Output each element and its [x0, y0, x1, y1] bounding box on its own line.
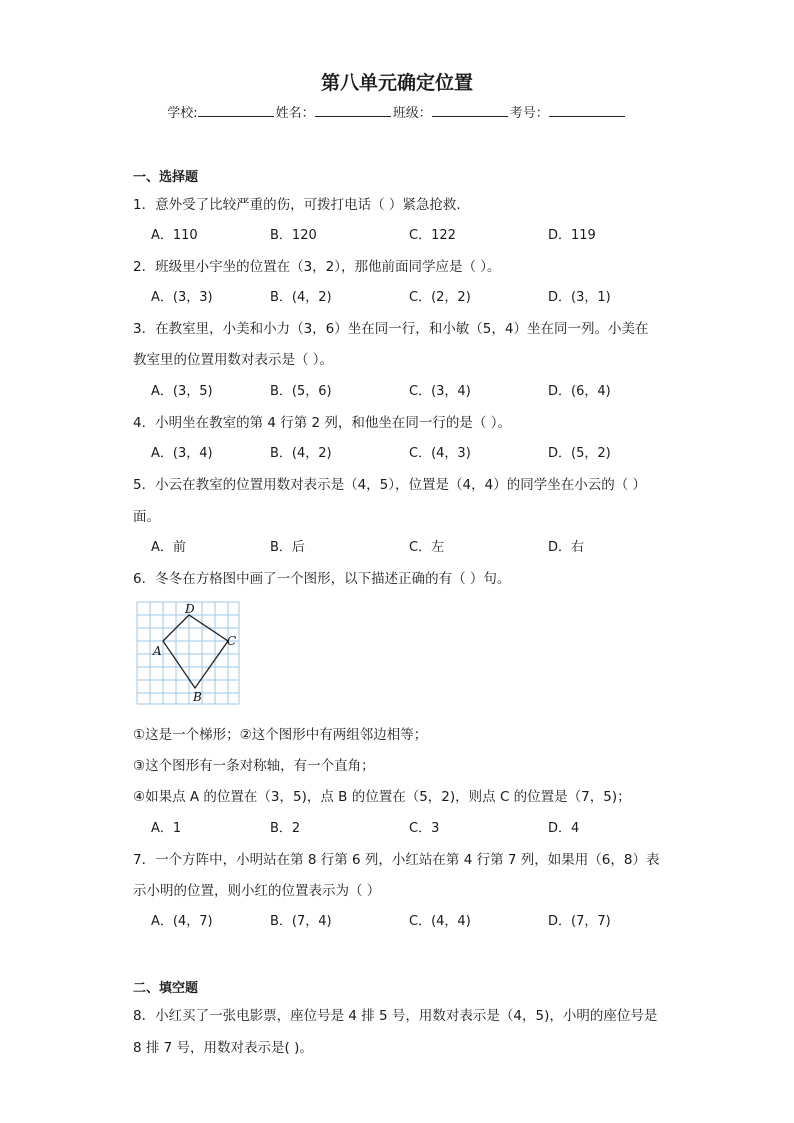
question-7-text-line1: 7．一个方阵中，小明站在第 8 行第 6 列，小红站在第 4 行第 7 列，如果用（6，8）表 [133, 852, 660, 868]
class-blank[interactable] [432, 104, 508, 117]
question-6-text: 6．冬冬在方格图中画了一个图形，以下描述正确的有（ ）句。 [133, 571, 511, 587]
option-b[interactable]: B．120 [270, 228, 317, 243]
question-2-text: 2．班级里小宇坐的位置在（3，2），那他前面同学应是（ ）。 [133, 259, 501, 275]
grid-figure [135, 600, 245, 710]
question-5-text-line2: 面。 [133, 509, 160, 525]
question-7-text-line2: 示小明的位置，则小红的位置表示为（ ） [133, 883, 381, 899]
vertex-label-a: A [153, 644, 162, 658]
number-blank[interactable] [549, 104, 625, 117]
option-a[interactable]: A．1 [151, 821, 182, 836]
option-c[interactable]: C．(4，3) [409, 446, 471, 461]
question-6-statement-3: ④如果点 A 的位置在（3，5)，点 B 的位置在（5，2)，则点 C 的位置是（7，5)； [133, 789, 631, 805]
option-c[interactable]: C．(4，4) [409, 914, 471, 929]
option-d[interactable]: D．右 [548, 540, 585, 555]
option-b[interactable]: B．(4，2) [270, 290, 332, 305]
school-label: 学校: [167, 106, 198, 121]
question-3-text-line1: 3．在教室里，小美和小力（3，6）坐在同一行，和小敏（5，4）坐在同一列。小美在 [133, 321, 649, 337]
option-b[interactable]: B．(4，2) [270, 446, 332, 461]
option-c[interactable]: C．3 [409, 821, 440, 836]
name-label: 姓名： [275, 106, 315, 121]
option-a[interactable]: A．(3，4) [151, 446, 213, 461]
option-c[interactable]: C．左 [409, 540, 445, 555]
question-1-text: 1．意外受了比较严重的伤，可拨打电话（ ）紧急抢救. [133, 197, 461, 213]
option-a[interactable]: A．(3，5) [151, 384, 213, 399]
question-3-text-line2: 教室里的位置用数对表示是（ ）。 [133, 352, 334, 368]
option-c[interactable]: C．(2，2) [409, 290, 471, 305]
question-8-text-line1: 8．小红买了一张电影票，座位号是 4 排 5 号，用数对表示是（4，5)，小明的座位号是 [133, 1008, 658, 1024]
option-c[interactable]: C．(3，4) [409, 384, 471, 399]
question-8-text-line2: 8 排 7 号，用数对表示是( )。 [133, 1040, 313, 1056]
section-heading-fill: 二、填空题 [133, 981, 199, 996]
option-d[interactable]: D．(3，1) [548, 290, 611, 305]
option-c[interactable]: C．122 [409, 228, 456, 243]
page-title: 第八单元确定位置 [320, 72, 473, 94]
vertex-label-b: B [193, 690, 202, 704]
question-5-text-line1: 5．小云在教室的位置用数对表示是（4，5），位置是（4，4）的同学坐在小云的（ ） [133, 477, 646, 493]
question-6-statement-2: ③这个图形有一条对称轴，有一个直角； [133, 758, 375, 774]
option-d[interactable]: D．(5，2) [548, 446, 611, 461]
question-6-statement-1: ①这是一个梯形；②这个图形中有两组邻边相等； [133, 727, 428, 743]
class-label: 班级： [392, 106, 432, 121]
vertex-label-c: C [227, 634, 237, 648]
name-blank[interactable] [315, 104, 391, 117]
number-label: 考号： [509, 106, 549, 121]
option-d[interactable]: D．119 [548, 228, 596, 243]
option-d[interactable]: D．(6，4) [548, 384, 611, 399]
kite-shape [163, 615, 228, 688]
option-b[interactable]: B．后 [270, 540, 305, 555]
option-a[interactable]: A．前 [151, 540, 186, 555]
kite-on-grid [135, 600, 245, 706]
option-b[interactable]: B．(5，6) [270, 384, 332, 399]
section-heading-choice: 一、选择题 [133, 170, 199, 185]
option-a[interactable]: A．(3，3) [151, 290, 213, 305]
question-4-text: 4．小明坐在教室的第 4 行第 2 列，和他坐在同一行的是（ ）。 [133, 415, 511, 431]
option-b[interactable]: B．(7，4) [270, 914, 332, 929]
option-d[interactable]: D．(7，7) [548, 914, 611, 929]
option-a[interactable]: A．(4，7) [151, 914, 213, 929]
school-blank[interactable] [198, 104, 274, 117]
student-info-line [0, 102, 794, 121]
option-d[interactable]: D．4 [548, 821, 580, 836]
option-a[interactable]: A．110 [151, 228, 198, 243]
option-b[interactable]: B．2 [270, 821, 301, 836]
vertex-label-d: D [185, 602, 195, 616]
